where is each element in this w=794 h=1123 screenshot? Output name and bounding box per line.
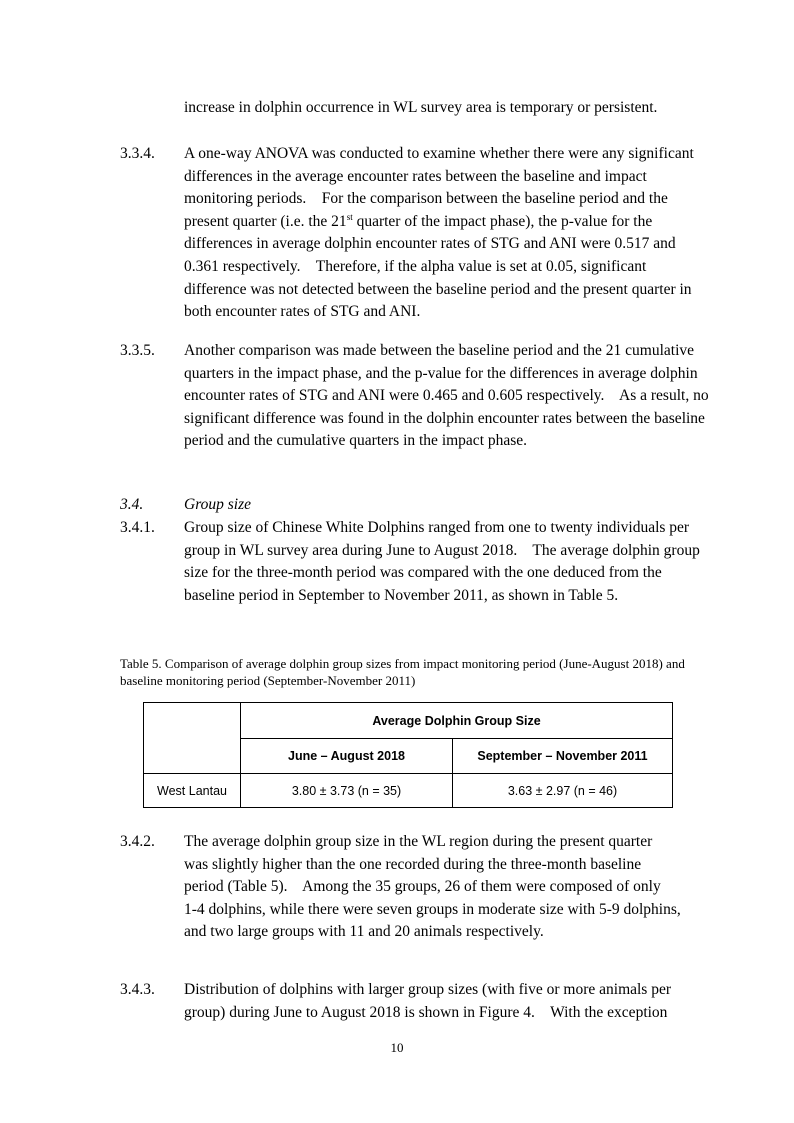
line-1: The average dolphin group size in the WL region during the present quarter	[184, 833, 653, 850]
page-number: 10	[390, 1040, 404, 1055]
column-header-2011: September – November 2011	[453, 739, 673, 774]
paragraph-number: 3.4.2.	[120, 833, 155, 850]
paragraph-3-3-5	[120, 340, 710, 453]
group-size-header: Average Dolphin Group Size	[241, 703, 673, 739]
line-2: was slightly higher than the one recorded during the three-month baseline	[184, 855, 642, 873]
paragraph-3-4-3	[120, 979, 710, 1024]
value-2011: 3.63 ± 2.97 (n = 46)	[453, 774, 673, 808]
row-label: West Lantau	[144, 774, 241, 808]
table-row	[144, 774, 673, 808]
line-5: and two large groups with 11 and 20 animals respectively.	[184, 923, 544, 941]
paragraph-3-4-2	[120, 831, 710, 944]
paragraph-text	[184, 831, 710, 944]
section-number: 3.4.	[120, 496, 144, 513]
section-title: Group size	[184, 496, 252, 513]
text-part-2: quarter of the impact phase), the p-value for the differences in average dolphin encounter rates of STG and ANI were 0.517 and 0.361 respectively. Therefore, if the alpha value is set at 0.05, significant difference was not detected between the baseline period and the present quarter in both encounter rates of STG and ANI.	[184, 212, 692, 321]
line-4: 1-4 dolphins, while there were seven groups in moderate size with 5-9 dolphins,	[184, 900, 681, 918]
line-3: period (Table 5). Among the 35 groups, 26 of them were composed of only	[184, 878, 661, 896]
paragraph-3-3-4	[120, 143, 710, 324]
paragraph-number: 3.4.1.	[120, 519, 155, 536]
paragraph-text	[184, 143, 710, 324]
paragraph-number: 3.3.4.	[120, 145, 155, 162]
paragraph-text: Group size of Chinese White Dolphins ranged from one to twenty individuals per group in WL survey area during June to August 2018. The average dolphin group size for the three-month period was compared with the one deduced from the baseline period in September to November 2011, as shown in Table 5.	[184, 519, 700, 604]
paragraph-number: 3.3.5.	[120, 342, 155, 359]
column-header-2018: June – August 2018	[241, 739, 453, 774]
superscript: st	[346, 211, 353, 222]
text-part-1: A one-way ANOVA was conducted to examine whether there were any significant differences in the average encounter rates between the baseline and impact monitoring periods. For the comparison between the baseline period and the present quarter (i.e. the 21	[184, 145, 694, 230]
group-size-table	[143, 702, 673, 808]
continuation-text: increase in dolphin occurrence in WL survey area is temporary or persistent.	[184, 99, 658, 116]
paragraph-3-4-1	[120, 517, 710, 607]
paragraph-number: 3.4.3.	[120, 981, 155, 998]
paragraph-text: Another comparison was made between the baseline period and the 21 cumulative quarters in the impact phase, and the p-value for the differences in average dolphin encounter rates of STG and ANI were 0.465 and 0.605 respectively. As a result, no significant difference was found in the dolphin encounter rates between the baseline period and the cumulative quarters in the impact phase.	[184, 342, 709, 450]
table-caption: Table 5. Comparison of average dolphin group sizes from impact monitoring period (June-August 2018) and baseline monitoring period (September-November 2011)	[120, 656, 685, 688]
empty-header-cell	[144, 703, 241, 774]
paragraph-text: Distribution of dolphins with larger group sizes (with five or more animals per group) during June to August 2018 is shown in Figure 4. With the exception	[184, 981, 672, 1021]
value-2018: 3.80 ± 3.73 (n = 35)	[241, 774, 453, 808]
